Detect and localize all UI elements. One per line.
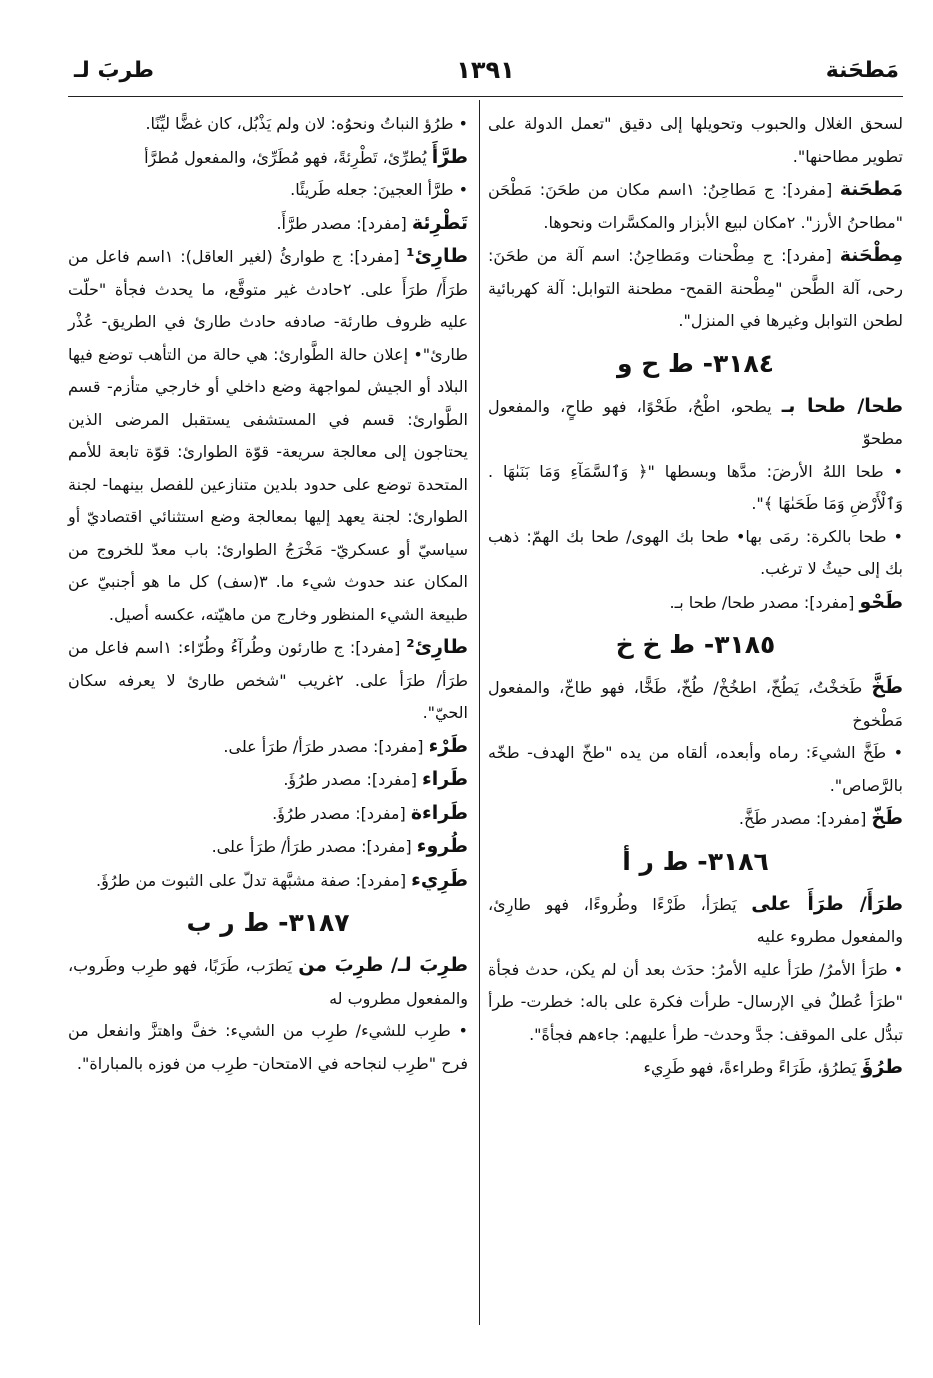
entry-definition: • طحا اللهُ الأرضَ: مدَّها وبسطها "﴿ وَٱلسَّمَآءِ وَمَا بَنَىٰهَا . وَٱلْأَرْضِ وَمَا طَحَىٰهَا ﴾". <box>488 461 903 513</box>
page-header <box>68 50 903 97</box>
entry-headword: طرُؤَ <box>861 1056 903 1078</box>
entry-definition: [مفرد]: مصدر طرُؤَ. <box>272 803 406 823</box>
dictionary-entry <box>68 830 468 864</box>
entry-definition: [مفرد]: ج مِطْحنات ومَطاحِنُ: اسم آلة من طحَنَ: رحى، آلة الطَّحن "مِطْحنة القمح- مطحنة التوابل: آلة كهربائية لطحن التوابل وغيرها في المنزل". <box>488 246 903 330</box>
right-column <box>488 108 903 1085</box>
entry-definition: • طرُؤ النباتُ ونحوُه: لان ولم يَذْبُل، كان غضًّا ليِّنًا. <box>145 114 468 133</box>
dictionary-entry <box>488 888 903 954</box>
entry-headword: طرَأَ/ طرَأَ على <box>751 892 903 915</box>
dictionary-entry <box>68 949 468 1015</box>
entry-definition: يطحو، اطْحُ، طَحْوًا، فهو طاحٍ، والمفعول مطحوّ <box>488 396 903 448</box>
entry-headword: طرَّأَ <box>431 145 468 168</box>
entry-headword: طَرْء <box>428 734 468 757</box>
dictionary-entry <box>488 521 903 586</box>
entry-headword: طَرِيء <box>411 868 468 891</box>
entry-headword: طَراءة <box>410 801 468 824</box>
entry-definition: • طرَأ الأمرُ/ طرَأ عليه الأمرُ: حدَث بعد أن لم يكن، حدث فجأة "طرَأ عُطلٌ في الإرسال- طرأت فكرة على باله: خطرت- طرأ تبدُّل على الموقف: جدَّ وحدث- طرأ عليهم: جاءهم فجأةً". <box>488 959 903 1044</box>
dictionary-entry <box>68 763 468 797</box>
dictionary-entry <box>68 631 468 730</box>
entry-definition: [مفرد]: ج مَطاحِنُ: ١اسم مكان من طحَنَ: مَطْحَن "مطاحنُ الأرز". ٢مكان لبيع الأبزار والمكسَّرات ونحوها. <box>488 180 903 232</box>
entry-definition: يَطرَب، طَرَبًا، فهو طرِب وطَروب، والمفعول مطروب له <box>68 956 468 1008</box>
entry-definition: [مفرد]: ج طوارئُ (لغير العاقل): ١اسم فاعل من طرَأَ/ طرَأَ على. ٢حادث غير متوقَّع، ما يحدث فجأة "حلّت عليه ظروف طارئة- صادفه حادث طارئ في الطريق- عُذْر طارئ"• إعلان حالة الطَّوارئ: هي حالة من التأهب توضع فيها البلاد أو الجيش لمواجهة وضع داخلي أو خارجي متأزم- قسم الطَّوارئ: قسم في المستشفى يستقبل المرضى الذين يحتاجون إلى معالجة سريعة- قوّة الطوارئ: قوّة تابعة للأمم المتحدة توضع على حدود بلدين متنازعين للفصل بينهما- لجنة الطوارئ: لجنة يعهد إليها بمعالجة وضع استثنائي اقتصاديّ أو سياسيّ أو عسكريّ- مَخْرَجُ الطوارئ: باب معدّ للخروج من المكان عند حدوث شيء ما. ٣(سف) كل ما هو أجنبيّ عن طبيعة الشيء المنظور وخارج من ماهيّته، عكسه أصيل. <box>68 247 468 624</box>
page-number: ١٣٩١ <box>456 56 515 84</box>
entry-definition: • طحا بالكرة: رمَى بها• طحا بك الهوى/ طحا بك الهمّ: ذهب بك إلى حيثُ لا ترغب. <box>488 526 903 578</box>
entry-headword: مِطْحَنة <box>839 244 903 266</box>
dictionary-entry <box>488 802 903 836</box>
dictionary-entry <box>488 1051 903 1085</box>
dictionary-entry <box>68 207 468 241</box>
entry-definition: [مفرد]: مصدر طَخَّ. <box>738 809 867 828</box>
entry-headword: طحا/ طحا بـ <box>781 394 903 417</box>
dictionary-entry <box>488 390 903 456</box>
entry-definition: • طَخَّ الشيءَ: رماه وأبعده، ألقاه من يده "طخّ الهدف- طخّه بالرَّصاص". <box>488 743 903 795</box>
entry-definition: [مفرد]: مصدر طرَأ/ طرَأ على. <box>211 837 412 856</box>
dictionary-entry <box>68 174 468 207</box>
root-section-heading: ٣١٨٥- ط خ خ <box>615 630 776 659</box>
left-column <box>68 108 468 1080</box>
entry-headword: طارِئ¹ <box>406 245 469 267</box>
entry-definition: لسحق الغلال والحبوب وتحويلها إلى دقيق "تعمل الدولة على تطوير مطاحنها". <box>488 114 903 166</box>
dictionary-entry <box>488 173 903 239</box>
entry-definition: طَخخْتُ، يَطُخّ، اطخُخْ/ طُخّ، طَخًّا، فهو طاخّ، والمفعول مَطْخوخ <box>488 678 903 730</box>
entry-definition: [مفرد]: صفة مشبَّهة تدلّ على الثبوت من طرُؤَ. <box>96 870 407 890</box>
dictionary-entry <box>68 108 468 141</box>
entry-definition: [مفرد]: مصدر طرُؤَ. <box>283 770 417 789</box>
header-guide-word-right: مَطحَنة <box>825 58 899 83</box>
dictionary-entry <box>68 797 468 831</box>
dictionary-entry <box>68 730 468 764</box>
entry-headword: طَراء <box>422 768 468 790</box>
dictionary-entry <box>488 586 903 620</box>
dictionary-entry <box>68 1015 468 1080</box>
entry-definition: يَطرُؤ، طَرَاءً وطراءةً، فهو طَرِيء <box>643 1058 857 1077</box>
root-section-heading: ٣١٨٤- ط ح و <box>616 348 775 378</box>
entry-headword: طارِئ² <box>406 636 469 658</box>
entry-definition: [مفرد]: مصدر طحا/ طحا بـ. <box>669 592 855 612</box>
entry-definition: • طرِب للشيء/ طرِب من الشيء: خفَّ واهتزَّ وانفعل من فرح "طرِب لنجاحه في الامتحان- طرِب من فوزه بالمباراة". <box>68 1021 468 1073</box>
entry-headword: طَخّ <box>871 807 903 829</box>
entry-headword: مَطحَنة <box>839 178 903 200</box>
entry-definition: يَطرَأ، طَرْءًا وطُروءًا، فهو طارِئ، والمفعول مطروء عليه <box>488 894 903 946</box>
dictionary-entry <box>68 864 468 898</box>
entry-headword: تَطْرِئة <box>411 211 468 234</box>
dictionary-entry <box>488 239 903 338</box>
dictionary-entry <box>488 108 903 173</box>
dictionary-entry <box>488 456 903 521</box>
root-section-heading: ٣١٨٧- ط ر ب <box>186 908 350 937</box>
dictionary-entry <box>488 954 903 1052</box>
entry-headword: طَحْو <box>859 590 903 613</box>
dictionary-entry <box>488 737 903 802</box>
dictionary-entry <box>488 671 903 737</box>
entry-headword: طُروء <box>416 835 468 857</box>
entry-definition: يُطرِّئ، تَطْرِئةً، فهو مُطَرِّئ، والمفعول مُطرَّأ <box>144 147 427 167</box>
header-guide-word-left: طربَ لـ <box>74 58 154 83</box>
entry-definition: [مفرد]: مصدر طرَّأَ. <box>276 213 407 233</box>
dictionary-entry <box>68 141 468 175</box>
entry-definition: • طرَّأ العجينَ: جعله طَريئًا. <box>290 180 468 199</box>
column-divider <box>479 100 480 1325</box>
dictionary-entry <box>68 240 468 631</box>
entry-headword: طرِبَ لـ/ طرِبَ من <box>298 954 469 976</box>
entry-definition: [مفرد]: مصدر طرَأ/ طرَأ على. <box>223 736 424 756</box>
root-section-heading: ٣١٨٦- ط ر أ <box>622 846 769 876</box>
entry-headword: طَخَّ <box>871 676 903 698</box>
entry-definition: [مفرد]: ج طارئون وطُرآءُ وطُرّاء: ١اسم فاعل من طرَأ/ طرَأ على. ٢غريب "شخص طارئ لا يعرفه سكان الحيّ". <box>68 638 469 722</box>
